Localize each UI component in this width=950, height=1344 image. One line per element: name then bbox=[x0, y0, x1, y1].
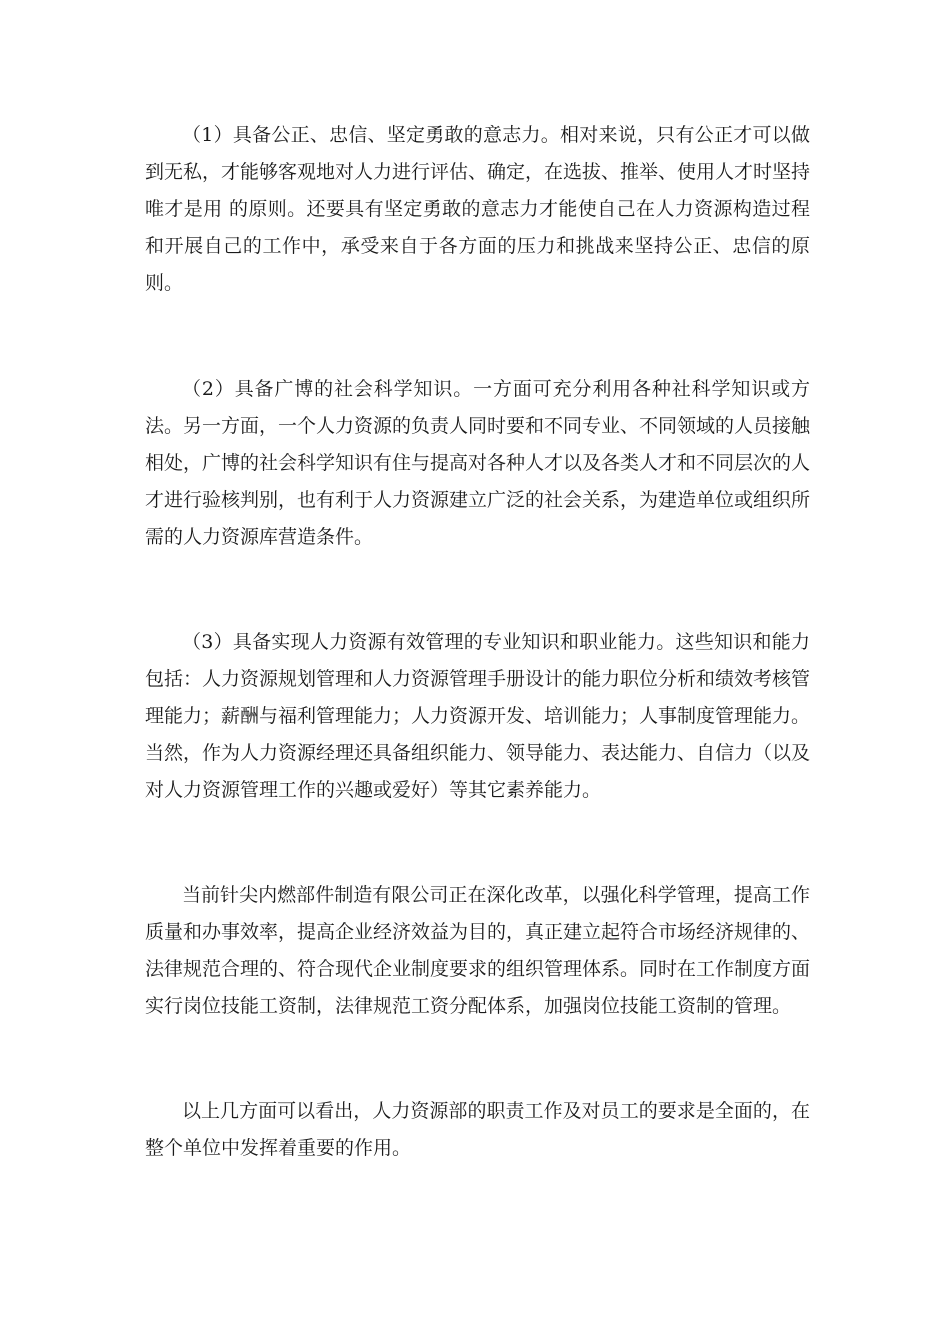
paragraph-professional-ability: （3）具备实现人力资源有效管理的专业知识和职业能力。这些知识和能力包括：人力资源规划管理和人力资源管理手册设计的能力职位分析和绩效考核管理能力；薪酬与福利管理能力；人力资源开发、培训能力；人事制度管理能力。当然，作为人力资源经理还具备组织能力、领导能力、表达能力、自信力（以及对人力资源管理工作的兴趣或爱好）等其它素养能力。 bbox=[145, 631, 811, 801]
paragraph-conclusion: 以上几方面可以看出，人力资源部的职责工作及对员工的要求是全面的，在整个单位中发挥着重要的作用。 bbox=[145, 1100, 810, 1159]
paragraph-company-reform: 当前针尖内燃部件制造有限公司正在深化改革，以强化科学管理，提高工作质量和办事效率，提高企业经济效益为目的，真正建立起符合市场经济规律的、法律规范合理的、符合现代企业制度要求的组织管理体系。同时在工作制度方面实行岗位技能工资制，法律规范工资分配体系，加强岗位技能工资制的管理。 bbox=[145, 884, 811, 1017]
paragraph-social-science-knowledge: （2）具备广博的社会科学知识。一方面可充分利用各种社科学知识或方法。另一方面，一个人力资源的负责人同时要和不同专业、不同领域的人员接触相处，广博的社会科学知识有住与提高对各种人才以及各类人才和不同层次的人才进行验核判别，也有利于人力资源建立广泛的社会关系，为建造单位或组织所需的人力资源库营造条件。 bbox=[145, 378, 811, 548]
paragraph-integrity: （1）具备公正、忠信、坚定勇敢的意志力。相对来说，只有公正才可以做到无私，才能够客观地对人力进行评估、确定，在选拔、推举、使用人才时坚持 唯才是用 的原则。还要具有坚定勇敢的意志力才能使自己在人力资源构造过程和开展自己的工作中，承受来自于各方面的压力和挑战来坚持公正、忠信的原则。 bbox=[145, 124, 811, 294]
